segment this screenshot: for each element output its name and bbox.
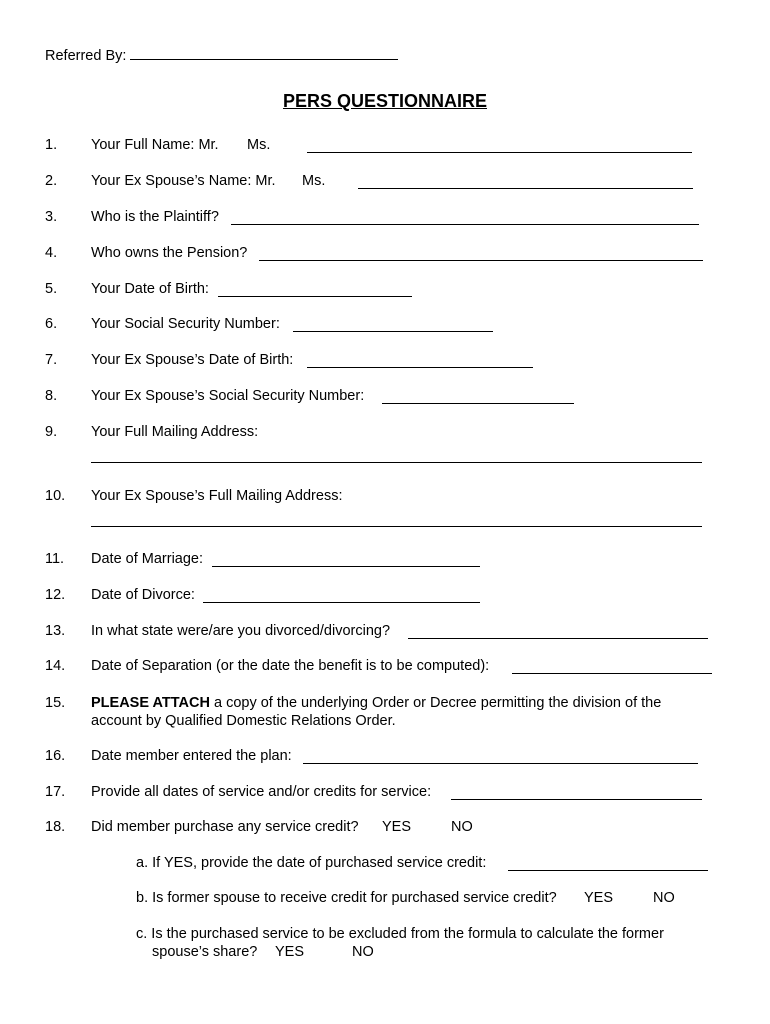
date-of-divorce-field[interactable] bbox=[203, 590, 480, 603]
sub-question-label-continued: spouse’s share? bbox=[152, 944, 258, 960]
question-label: Your Full Mailing Address: bbox=[91, 424, 259, 440]
ssn-field[interactable] bbox=[293, 319, 493, 332]
yes-option[interactable]: YES bbox=[382, 819, 412, 835]
question-number: 14. bbox=[45, 658, 66, 674]
mailing-address-field[interactable] bbox=[91, 450, 702, 463]
question-number: 7. bbox=[45, 352, 58, 368]
question-number: 6. bbox=[45, 316, 58, 332]
purchased-credit-date-field[interactable] bbox=[508, 858, 708, 871]
pension-owner-field[interactable] bbox=[259, 248, 703, 261]
question-label: Date of Marriage: bbox=[91, 551, 204, 567]
attach-text: a copy of the underlying Order or Decree permitting the division of the bbox=[209, 695, 662, 711]
question-15-continued: account by Qualified Domestic Relations Order. bbox=[91, 713, 396, 729]
question-number: 13. bbox=[45, 623, 66, 639]
no-option[interactable]: NO bbox=[352, 944, 374, 960]
referred-by-field[interactable] bbox=[130, 47, 398, 60]
question-number: 12. bbox=[45, 587, 66, 603]
referred-by-row bbox=[45, 47, 398, 64]
question-label: Date of Divorce: bbox=[91, 587, 195, 603]
question-label: Who owns the Pension? bbox=[91, 245, 248, 261]
page-title: PERS QUESTIONNAIRE bbox=[282, 91, 488, 111]
service-dates-field[interactable] bbox=[451, 787, 702, 800]
question-number: 3. bbox=[45, 209, 58, 225]
question-number: 4. bbox=[45, 245, 58, 261]
date-of-birth-field[interactable] bbox=[218, 284, 412, 297]
attach-emphasis: PLEASE ATTACH bbox=[91, 695, 210, 711]
ex-spouse-name-field[interactable] bbox=[358, 176, 693, 189]
sub-question-label: c. Is the purchased service to be excluded from the formula to calculate the former bbox=[136, 926, 664, 942]
separation-date-field[interactable] bbox=[512, 661, 712, 674]
question-label: Your Ex Spouse’s Social Security Number: bbox=[91, 388, 365, 404]
date-of-marriage-field[interactable] bbox=[212, 554, 480, 567]
ex-spouse-dob-field[interactable] bbox=[307, 355, 533, 368]
question-number: 8. bbox=[45, 388, 58, 404]
question-label: Your Full Name: Mr. bbox=[91, 137, 219, 153]
question-number: 2. bbox=[45, 173, 58, 189]
ex-spouse-ssn-field[interactable] bbox=[382, 391, 574, 404]
question-label: Your Date of Birth: bbox=[91, 281, 209, 297]
yes-option[interactable]: YES bbox=[275, 944, 305, 960]
question-label: Your Ex Spouse’s Full Mailing Address: bbox=[91, 488, 343, 504]
question-label: Who is the Plaintiff? bbox=[91, 209, 219, 225]
sub-question-label: a. If YES, provide the date of purchased service credit: bbox=[136, 855, 487, 871]
yes-option[interactable]: YES bbox=[584, 890, 614, 906]
question-label: Date member entered the plan: bbox=[91, 748, 292, 764]
ex-spouse-address-field[interactable] bbox=[91, 514, 702, 527]
sub-question-label: b. Is former spouse to receive credit for purchased service credit? bbox=[136, 890, 557, 906]
question-label: Did member purchase any service credit? bbox=[91, 819, 359, 835]
no-option[interactable]: NO bbox=[653, 890, 675, 906]
divorce-state-field[interactable] bbox=[408, 626, 708, 639]
plaintiff-field[interactable] bbox=[231, 212, 699, 225]
question-label: In what state were/are you divorced/divorcing? bbox=[91, 623, 391, 639]
question-number: 15. bbox=[45, 695, 66, 711]
question-number: 18. bbox=[45, 819, 66, 835]
full-name-field[interactable] bbox=[307, 140, 692, 153]
question-label: Your Social Security Number: bbox=[91, 316, 280, 332]
question-number: 10. bbox=[45, 488, 66, 504]
question-number: 9. bbox=[45, 424, 58, 440]
plan-entry-date-field[interactable] bbox=[303, 751, 698, 764]
referred-by-label: Referred By: bbox=[45, 48, 127, 64]
question-number: 11. bbox=[45, 551, 65, 567]
ms-label: Ms. bbox=[247, 137, 271, 153]
question-label bbox=[91, 695, 661, 711]
question-number: 16. bbox=[45, 748, 66, 764]
no-option[interactable]: NO bbox=[451, 819, 473, 835]
question-label: Your Ex Spouse’s Name: Mr. bbox=[91, 173, 276, 189]
question-label: Your Ex Spouse’s Date of Birth: bbox=[91, 352, 294, 368]
question-label: Date of Separation (or the date the benefit is to be computed): bbox=[91, 658, 490, 674]
question-number: 5. bbox=[45, 281, 58, 297]
question-label: Provide all dates of service and/or credits for service: bbox=[91, 784, 432, 800]
ms-label: Ms. bbox=[302, 173, 326, 189]
question-number: 1. bbox=[45, 137, 58, 153]
question-number: 17. bbox=[45, 784, 66, 800]
